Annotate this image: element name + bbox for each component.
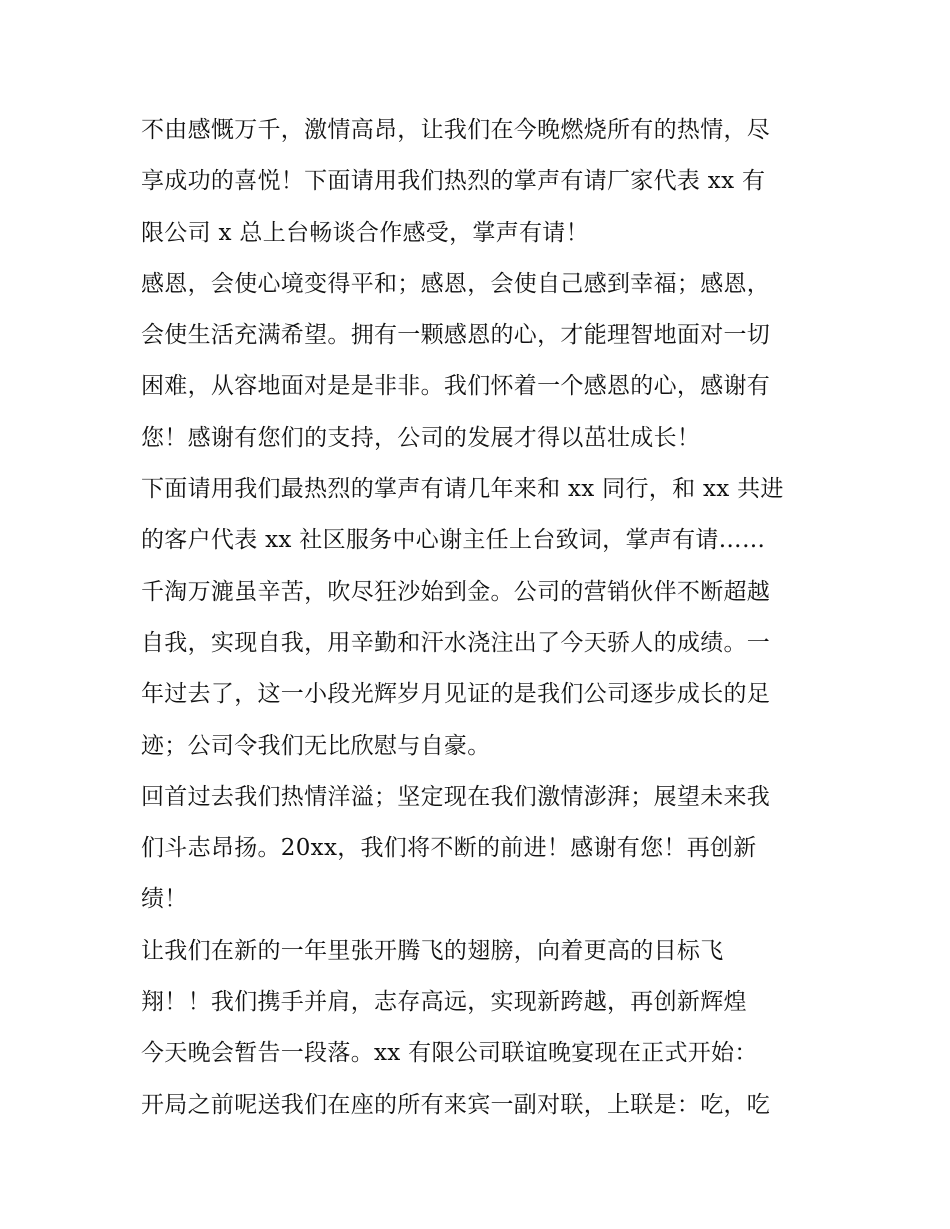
text-line: 自我，实现自我，用辛勤和汗水浇注出了今天骄人的成绩。一 [141,629,771,656]
text-line: 迹；公司令我们无比欣慰与自豪。 [141,732,491,759]
text-line: 绩！ [141,886,188,913]
text-line: 享成功的喜悦！下面请用我们热烈的掌声有请厂家代表 xx 有 [141,168,766,195]
text-line: 让我们在新的一年里张开腾飞的翅膀，向着更高的目标飞 [141,937,724,964]
text-line: 会使生活充满希望。拥有一颗感恩的心，才能理智地面对一切 [141,322,771,349]
text-line: 回首过去我们热情洋溢；坚定现在我们激情澎湃；展望未来我 [141,783,771,810]
text-line: 今天晚会暂告一段落。xx 有限公司联谊晚宴现在正式开始： [141,1040,758,1067]
text-line: 不由感慨万千，激情高昂，让我们在今晚燃烧所有的热情，尽 [141,117,771,143]
text-line: 感恩，会使心境变得平和；感恩，会使自己感到幸福；感恩， [141,270,771,297]
document-body [141,105,821,1131]
text-line: 开局之前呢送我们在座的所有来宾一副对联，上联是：吃，吃 [141,1091,771,1118]
text-line: 翔！！我们携手并肩，志存高远，实现新跨越，再创新辉煌 [141,989,747,1016]
text-line: 下面请用我们最热烈的掌声有请几年来和 xx 同行，和 xx 共进 [141,476,784,503]
text-line: 限公司 x 总上台畅谈合作感受，掌声有请！ [141,219,589,246]
text-line: 年过去了，这一小段光辉岁月见证的是我们公司逐步成长的足 [141,681,771,708]
text-line: 千淘万漉虽辛苦，吹尽狂沙始到金。公司的营销伙伴不断超越 [141,578,771,605]
text-line: 您！感谢有您们的支持，公司的发展才得以茁壮成长！ [141,424,701,451]
text-line: 们斗志昂扬。20xx，我们将不断的前进！感谢有您！再创新 [141,835,757,862]
text-line: 的客户代表 xx 社区服务中心谢主任上台致词，掌声有请…… [141,527,766,554]
text-line: 困难，从容地面对是是非非。我们怀着一个感恩的心，感谢有 [141,373,771,400]
